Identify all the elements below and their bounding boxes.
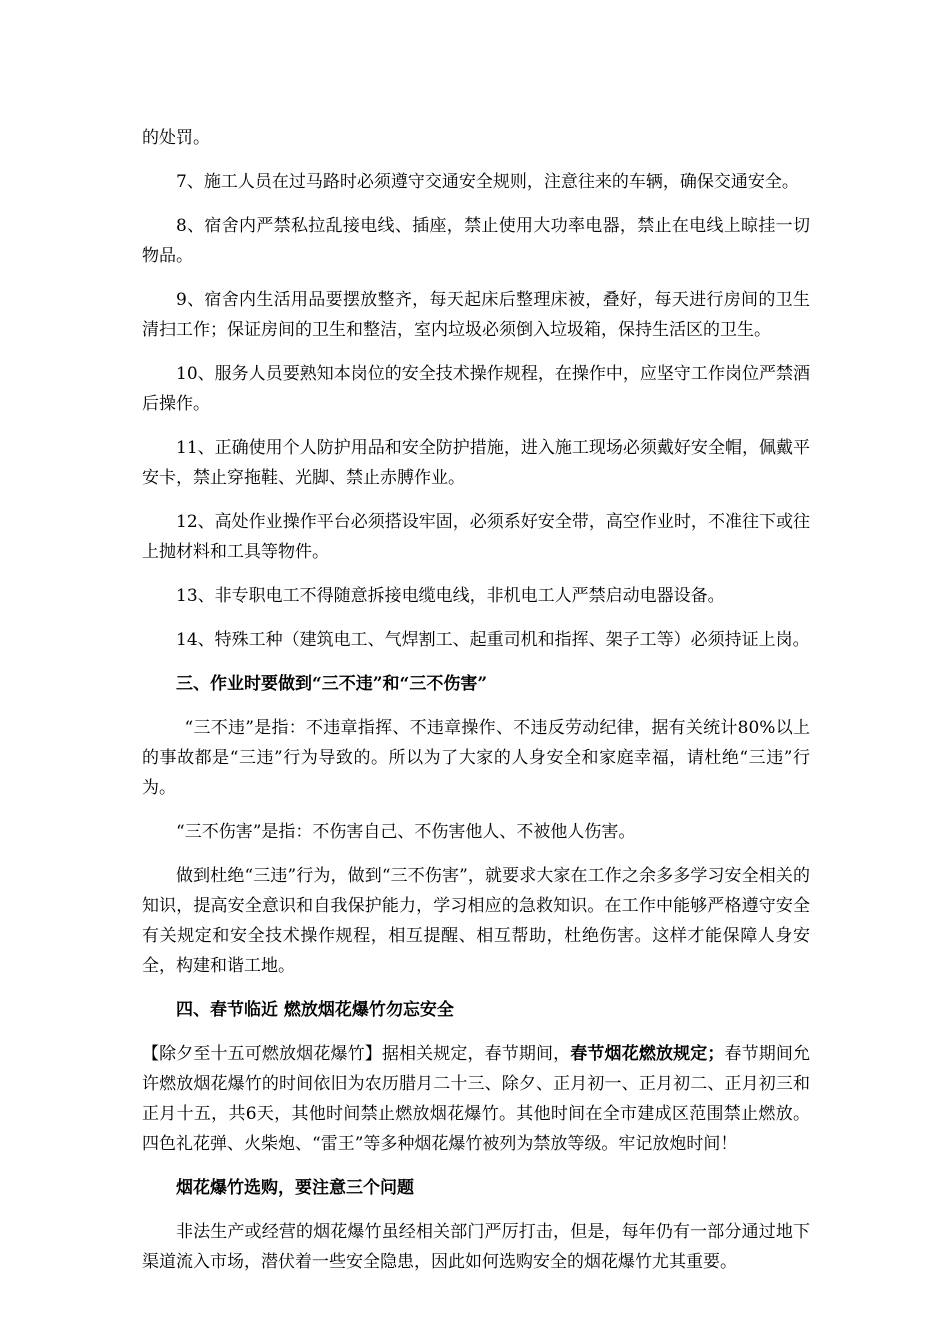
paragraph-continuation: 的处罚。 [142,128,210,148]
rule-item-12: 12、高处作业操作平台必须搭设牢固，必须系好安全带，高空作业时，不准往下或往上抛材料和工具等物件。 [142,512,810,562]
sanbushanghai-paragraph: “三不伤害”是指：不伤害自己、不伤害他人、不被他人伤害。 [176,822,636,842]
sanbuwei-paragraph: “三不违”是指：不违章指挥、不违章操作、不违反劳动纪律，据有关统计80%以上的事故都是“三违”行为导致的。所以为了大家的人身安全和家庭幸福，请杜绝“三违”行为。 [142,718,810,798]
purchase-paragraph: 非法生产或经营的烟花爆竹虽经相关部门严厉打击，但是，每年仍有一部分通过地下渠道流入市场，潜伏着一些安全隐患，因此如何选购安全的烟花爆竹尤其重要。 [142,1222,810,1272]
rule-item-7: 7、施工人员在过马路时必须遵守交通安全规则，注意往来的车辆，确保交通安全。 [176,172,799,192]
rule-item-14: 14、特殊工种（建筑电工、气焊割工、起重司机和指挥、架子工等）必须持证上岗。 [176,630,810,650]
rule-item-8: 8、宿舍内严禁私拉乱接电线、插座，禁止使用大功率电器，禁止在电线上晾挂一切物品。 [142,216,810,266]
fireworks-rule-paragraph [142,1039,810,1159]
rule-item-10: 10、服务人员要熟知本岗位的安全技术操作规程，在操作中，应坚守工作岗位严禁酒后操作。 [142,364,810,414]
advice-paragraph: 做到杜绝“三违”行为，做到“三不伤害”，就要求大家在工作之余多多学习安全相关的知识，提高安全意识和自我保护能力，学习相应的急救知识。在工作中能够严格遵守安全有关规定和安全技术操作规程，相互提醒、相互帮助，杜绝伤害。这样才能保障人身安全，构建和谐工地。 [142,866,810,976]
fireworks-rule-bold: 春节烟花燃放规定； [570,1044,725,1064]
fireworks-rule-rest: 春节期间允许燃放烟花爆竹的时间依旧为农历腊月二十三、除夕、正月初一、正月初二、正月初三和正月十五，共6天，其他时间禁止燃放烟花爆竹。其他时间在全市建成区范围禁止燃放。四色礼花弹、火柴炮、“雷王”等多种烟花爆竹被列为禁放等级。牢记放炮时间！ [142,1044,811,1154]
rule-item-11: 11、正确使用个人防护用品和安全防护措施，进入施工现场必须戴好安全帽，佩戴平安卡，禁止穿拖鞋、光脚、禁止赤膊作业。 [142,438,810,488]
fireworks-rule-lead: 【除夕至十五可燃放烟花爆竹】据相关规定，春节期间， [142,1044,571,1064]
rule-item-9: 9、宿舍内生活用品要摆放整齐，每天起床后整理床被，叠好，每天进行房间的卫生清扫工作；保证房间的卫生和整洁，室内垃圾必须倒入垃圾箱，保持生活区的卫生。 [142,290,810,340]
section-heading-3: 三、作业时要做到“三不违”和“三不伤害” [176,674,488,694]
rule-item-13: 13、非专职电工不得随意拆接电缆电线，非机电工人严禁启动电器设备。 [176,586,725,606]
section-heading-4: 四、春节临近 燃放烟花爆竹勿忘安全 [176,1000,454,1020]
purchase-heading: 烟花爆竹选购，要注意三个问题 [176,1178,414,1198]
document-body [142,123,810,1291]
